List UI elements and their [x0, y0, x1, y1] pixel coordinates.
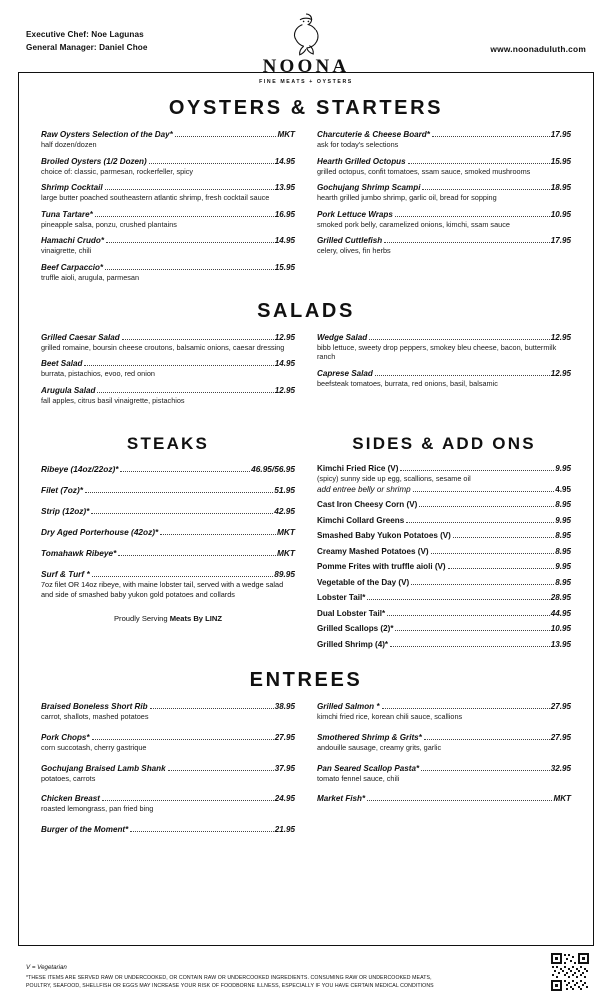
- item-name: Dry Aged Porterhouse (42oz)*: [41, 527, 159, 538]
- steaks-sides-block: [41, 424, 571, 655]
- item-price: 12.95: [550, 332, 571, 342]
- item-description: grilled romaine, boursin cheese croutons, balsamic onions, caesar dressing: [41, 342, 285, 352]
- item-description: carrot, shallots, mashed potatoes: [41, 712, 149, 722]
- leader-dots: [367, 593, 549, 600]
- item-price: 15.95: [550, 156, 571, 166]
- item-description: celery, olives, fin herbs: [317, 246, 391, 256]
- item-price: 27.95: [550, 733, 571, 743]
- mermaid-icon: [278, 10, 334, 58]
- menu-item[interactable]: [317, 464, 571, 494]
- leader-dots: [395, 624, 549, 631]
- meat-supplier-prefix: Proudly Serving: [113, 613, 170, 623]
- menu-item[interactable]: [41, 764, 295, 784]
- item-price: 15.95: [274, 262, 295, 272]
- item-price: 12.95: [274, 332, 295, 342]
- item-price: MKT: [277, 130, 295, 139]
- menu-frame: [18, 72, 594, 946]
- item-name: Pork Lettuce Wraps: [317, 209, 393, 219]
- leader-dots: [424, 733, 550, 740]
- item-name: Gochujang Shrimp Scampi: [317, 183, 421, 193]
- item-name: Broiled Oysters (1/2 Dozen): [41, 156, 147, 166]
- health-disclaimer-line-2: POULTRY, SEAFOOD, SHELLFISH OR EGGS MAY INCREASE YOUR RISK OF FOODBORNE ILLNESS, ESPECIALLY IF YOU HAVE CERTAIN MEDICAL CONDITIONS: [26, 982, 434, 989]
- item-description: 7oz filet OR 14oz ribeye, with maine lobster tail, served with a wedge salad and side of smashed baby yukon gold potatoes and collards: [41, 580, 284, 599]
- menu-item[interactable]: [317, 157, 571, 177]
- section-oysters-starters: [41, 130, 571, 290]
- item-description: (spicy) sunny side up egg, scallions, sesame oil: [317, 474, 471, 484]
- item-description: grilled octopus, confit tomatoes, ssam sauce, smoked mushrooms: [317, 166, 531, 176]
- item-description: tomato fennel sauce, chili: [317, 773, 400, 783]
- leader-dots: [375, 369, 550, 376]
- item-description: smoked pork belly, caramelized onions, kimchi, ssam sauce: [317, 219, 510, 229]
- leader-dots: [395, 210, 550, 217]
- item-description: bibb lettuce, sweety drop peppers, smokey bleu cheese, bacon, buttermilk ranch: [317, 342, 557, 362]
- item-name: Market Fish*: [317, 794, 366, 804]
- item-description: half dozen/dozen: [41, 140, 97, 149]
- menu-item[interactable]: [41, 527, 295, 537]
- section-salads: [41, 333, 571, 413]
- item-name: Braised Boneless Short Rib: [41, 702, 148, 712]
- item-name: Kimchi Collard Greens: [317, 515, 405, 525]
- item-description: corn succotash, cherry gastrique: [41, 743, 147, 753]
- menu-item[interactable]: [317, 333, 571, 362]
- section-title-steaks: STEAKS: [126, 434, 210, 454]
- item-price: 10.95: [550, 209, 571, 219]
- menu-item[interactable]: [317, 500, 571, 509]
- leader-dots: [387, 609, 550, 616]
- menu-item[interactable]: [41, 794, 295, 814]
- menu-item[interactable]: [41, 130, 295, 150]
- menu-item[interactable]: [41, 210, 295, 230]
- section-title-oysters-starters: OYSTERS & STARTERS: [168, 97, 444, 119]
- leader-dots: [118, 549, 276, 556]
- leader-dots: [406, 516, 554, 523]
- menu-item[interactable]: [317, 578, 571, 587]
- menu-item[interactable]: [317, 609, 571, 618]
- menu-item[interactable]: [317, 236, 571, 256]
- executive-chef-line: Executive Chef: Noe Lagunas: [26, 30, 144, 39]
- item-name: Charcuterie & Cheese Board*: [317, 130, 430, 139]
- menu-item[interactable]: [317, 702, 571, 722]
- leader-dots: [382, 702, 550, 709]
- item-price: 27.95: [550, 702, 571, 712]
- leader-dots: [369, 333, 550, 340]
- item-description: pineapple salsa, ponzu, crushed plantains: [41, 219, 177, 229]
- item-name: Grilled Caesar Salad: [41, 332, 120, 342]
- item-price: 12.95: [274, 385, 295, 395]
- item-description: potatoes, carrots: [41, 773, 96, 783]
- health-disclaimer: [26, 975, 526, 990]
- leader-dots: [91, 507, 273, 514]
- item-name: add entree belly or shrimp: [317, 484, 411, 494]
- menu-item[interactable]: [317, 624, 571, 633]
- leader-dots: [130, 825, 274, 832]
- leader-dots: [448, 562, 555, 569]
- item-price: 38.95: [274, 702, 295, 712]
- leader-dots: [122, 333, 274, 340]
- leader-dots: [419, 500, 554, 507]
- item-description: fall apples, citrus basil vinaigrette, pistachios: [41, 395, 185, 405]
- item-description: large butter poached southeastern atlantic shrimp, fresh cocktail sauce: [41, 193, 270, 203]
- item-name: Beef Carpaccio*: [41, 262, 104, 272]
- menu-item[interactable]: [41, 386, 295, 406]
- menu-item[interactable]: [41, 548, 295, 558]
- entrees-column-right: [317, 702, 571, 840]
- item-price: 14.95: [274, 236, 295, 246]
- item-price: 32.95: [550, 763, 571, 773]
- item-name: Wedge Salad: [317, 332, 368, 342]
- item-name: Burger of the Moment*: [41, 824, 129, 834]
- oysters-column-right: [317, 130, 571, 290]
- leader-dots: [92, 570, 274, 577]
- salads-column-right: [317, 333, 571, 413]
- leader-dots: [149, 157, 274, 164]
- item-description: vinaigrette, chili: [41, 246, 92, 256]
- item-name: Grilled Salmon *: [317, 702, 380, 712]
- menu-item[interactable]: [41, 825, 295, 834]
- menu-item[interactable]: [41, 702, 295, 722]
- item-name: Pork Chops*: [41, 733, 90, 743]
- vegetarian-legend: V = Vegetarian: [26, 964, 67, 972]
- menu-item[interactable]: [317, 593, 571, 602]
- item-description: hearth grilled jumbo shrimp, garlic oil, bread for sopping: [317, 193, 497, 203]
- menu-item[interactable]: [41, 485, 295, 495]
- leader-dots: [411, 578, 554, 585]
- general-manager-line: General Manager: Daniel Choe: [26, 43, 148, 52]
- item-price: 27.95: [274, 733, 295, 743]
- item-price: 13.95: [274, 183, 295, 193]
- item-price: 17.95: [550, 130, 571, 139]
- menu-item[interactable]: [317, 764, 571, 784]
- item-name: Shrimp Cocktail: [41, 183, 103, 193]
- item-name: Grilled Shrimp (4)*: [317, 639, 389, 649]
- item-name: Ribeye (14oz/22oz)*: [41, 464, 119, 475]
- item-price: MKT: [553, 794, 571, 804]
- item-description: kimchi fried rice, korean chili sauce, scallions: [317, 712, 463, 722]
- item-price: 9.95: [555, 562, 571, 572]
- item-price: 28.95: [550, 593, 571, 603]
- leader-dots: [408, 157, 550, 164]
- leader-dots: [384, 236, 550, 243]
- menu-item[interactable]: [41, 236, 295, 256]
- item-name: Dual Lobster Tail*: [317, 608, 386, 618]
- menu-item[interactable]: [317, 562, 571, 571]
- leader-dots: [175, 130, 277, 137]
- steaks-column: [41, 424, 295, 655]
- meat-supplier-note: [41, 614, 295, 623]
- item-name: Caprese Salad: [317, 368, 373, 378]
- item-price: 17.95: [550, 236, 571, 246]
- sides-column: [317, 424, 571, 655]
- menu-item[interactable]: [317, 531, 571, 540]
- menu-item[interactable]: [317, 130, 571, 150]
- item-description: burrata, pistachios, evoo, red onion: [41, 369, 155, 379]
- item-price: 14.95: [274, 156, 295, 166]
- item-price: 46.95/56.95: [251, 464, 295, 475]
- leader-dots: [413, 485, 555, 492]
- item-name: Grilled Cuttlefish: [317, 236, 383, 246]
- item-name: Pan Seared Scallop Pasta*: [317, 763, 420, 773]
- leader-dots: [168, 764, 274, 771]
- item-price: 10.95: [550, 624, 571, 634]
- leader-dots: [453, 531, 554, 538]
- item-price: 9.95: [555, 515, 571, 525]
- item-name: Smashed Baby Yukon Potatoes (V): [317, 531, 451, 541]
- section-title-sides: SIDES & ADD ONS: [352, 434, 536, 454]
- item-price: 14.95: [274, 359, 295, 369]
- leader-dots: [422, 183, 549, 190]
- item-name: Filet (7oz)*: [41, 485, 83, 496]
- item-price: MKT: [277, 527, 295, 538]
- item-price: 18.95: [550, 183, 571, 193]
- item-name: Pomme Frites with truffle aioli (V): [317, 562, 446, 572]
- item-price: MKT: [277, 548, 295, 559]
- item-price: 51.95: [274, 485, 295, 496]
- leader-dots: [84, 359, 273, 366]
- qr-code-icon[interactable]: [550, 952, 590, 992]
- section-entrees: [41, 702, 571, 840]
- leader-dots: [150, 702, 274, 709]
- item-description: ask for today's selections: [317, 140, 399, 149]
- menu-item[interactable]: [41, 569, 295, 599]
- menu-item[interactable]: [317, 547, 571, 556]
- leader-dots: [92, 733, 274, 740]
- section-title-entrees: ENTREES: [249, 669, 363, 692]
- oysters-column-left: [41, 130, 295, 290]
- item-description: andouille sausage, creamy grits, garlic: [317, 743, 442, 753]
- item-name: Hearth Grilled Octopus: [317, 156, 406, 166]
- item-price: 8.95: [555, 546, 571, 556]
- menu-footer: [26, 964, 526, 990]
- leader-dots: [95, 210, 274, 217]
- item-description: choice of: classic, parmesan, rockerfeller, spicy: [41, 166, 194, 176]
- salads-column-left: [41, 333, 295, 413]
- meat-supplier-name: Meats By LINZ: [169, 613, 223, 623]
- item-price: 8.95: [555, 531, 571, 541]
- menu-item[interactable]: [317, 733, 571, 753]
- item-price: 9.95: [555, 464, 571, 474]
- leader-dots: [105, 183, 274, 190]
- menu-item[interactable]: [41, 263, 295, 283]
- item-price: 8.95: [555, 500, 571, 510]
- item-name: Surf & Turf *: [41, 569, 90, 580]
- item-price: 44.95: [550, 608, 571, 618]
- item-name: Strip (12oz)*: [41, 506, 90, 517]
- item-description: truffle aioli, arugula, parmesan: [41, 272, 140, 282]
- section-title-salads: SALADS: [257, 299, 355, 322]
- website-url[interactable]: www.noonaduluth.com: [490, 44, 586, 54]
- item-description: roasted lemongrass, pan fried bing: [41, 804, 154, 814]
- item-name: Tuna Tartare*: [41, 209, 93, 219]
- item-price: 13.95: [550, 639, 571, 649]
- leader-dots: [97, 386, 273, 393]
- leader-dots: [431, 547, 555, 554]
- leader-dots: [106, 236, 274, 243]
- leader-dots: [432, 130, 550, 137]
- item-price: 89.95: [274, 569, 295, 580]
- health-disclaimer-line-1: *THESE ITEMS ARE SERVED RAW OR UNDERCOOKED, OR CONTAIN RAW OR UNDERCOOKED INGREDIENTS. CONSUMING RAW OR UNDERCOOKED MEATS,: [26, 975, 432, 982]
- item-name: Gochujang Braised Lamb Shank: [41, 763, 166, 773]
- item-description: beefsteak tomatoes, burrata, red onions, basil, balsamic: [317, 378, 498, 388]
- menu-item[interactable]: [41, 333, 295, 353]
- item-name: Creamy Mashed Potatoes (V): [317, 546, 429, 556]
- item-name: Beet Salad: [41, 359, 83, 369]
- leader-dots: [367, 794, 552, 801]
- menu-item[interactable]: [317, 516, 571, 525]
- menu-item[interactable]: [317, 369, 571, 389]
- item-name: Smothered Shrimp & Grits*: [317, 733, 422, 743]
- menu-item[interactable]: [41, 464, 295, 474]
- logo-tagline: FINE MEATS + OYSTERS: [259, 79, 353, 85]
- menu-item[interactable]: [317, 794, 571, 803]
- item-name: Grilled Scallops (2)*: [317, 624, 394, 634]
- item-price: 21.95: [274, 824, 295, 834]
- leader-dots: [400, 464, 554, 471]
- menu-item[interactable]: [41, 506, 295, 516]
- item-name: Lobster Tail*: [317, 593, 366, 603]
- menu-item[interactable]: [41, 733, 295, 753]
- menu-item[interactable]: [317, 210, 571, 230]
- menu-item[interactable]: [317, 183, 571, 203]
- item-price: 16.95: [274, 209, 295, 219]
- menu-item[interactable]: [317, 640, 571, 649]
- item-price: 42.95: [274, 506, 295, 517]
- logo-wordmark: NOONA: [262, 56, 350, 77]
- item-price: 8.95: [555, 577, 571, 587]
- menu-item[interactable]: [41, 359, 295, 379]
- leader-dots: [421, 764, 550, 771]
- menu-item-addon[interactable]: [317, 485, 571, 494]
- leader-dots: [160, 528, 276, 535]
- leader-dots: [85, 486, 273, 493]
- item-name: Hamachi Crudo*: [41, 236, 104, 246]
- leader-dots: [105, 263, 274, 270]
- item-name: Vegetable of the Day (V): [317, 577, 410, 587]
- item-name: Arugula Salad: [41, 385, 96, 395]
- item-name: Raw Oysters Selection of the Day*: [41, 130, 173, 139]
- item-price: 12.95: [550, 368, 571, 378]
- menu-item[interactable]: [41, 157, 295, 177]
- entrees-column-left: [41, 702, 295, 840]
- leader-dots: [390, 640, 550, 647]
- item-name: Kimchi Fried Rice (V): [317, 464, 399, 474]
- item-price: 37.95: [274, 763, 295, 773]
- item-price: 24.95: [274, 794, 295, 804]
- item-name: Chicken Breast: [41, 794, 100, 804]
- staff-credits: [26, 28, 148, 54]
- item-price: 4.95: [555, 484, 571, 494]
- item-name: Tomahawk Ribeye*: [41, 548, 117, 559]
- leader-dots: [120, 465, 250, 472]
- item-name: Cast Iron Cheesy Corn (V): [317, 500, 418, 510]
- menu-item[interactable]: [41, 183, 295, 203]
- leader-dots: [102, 794, 274, 801]
